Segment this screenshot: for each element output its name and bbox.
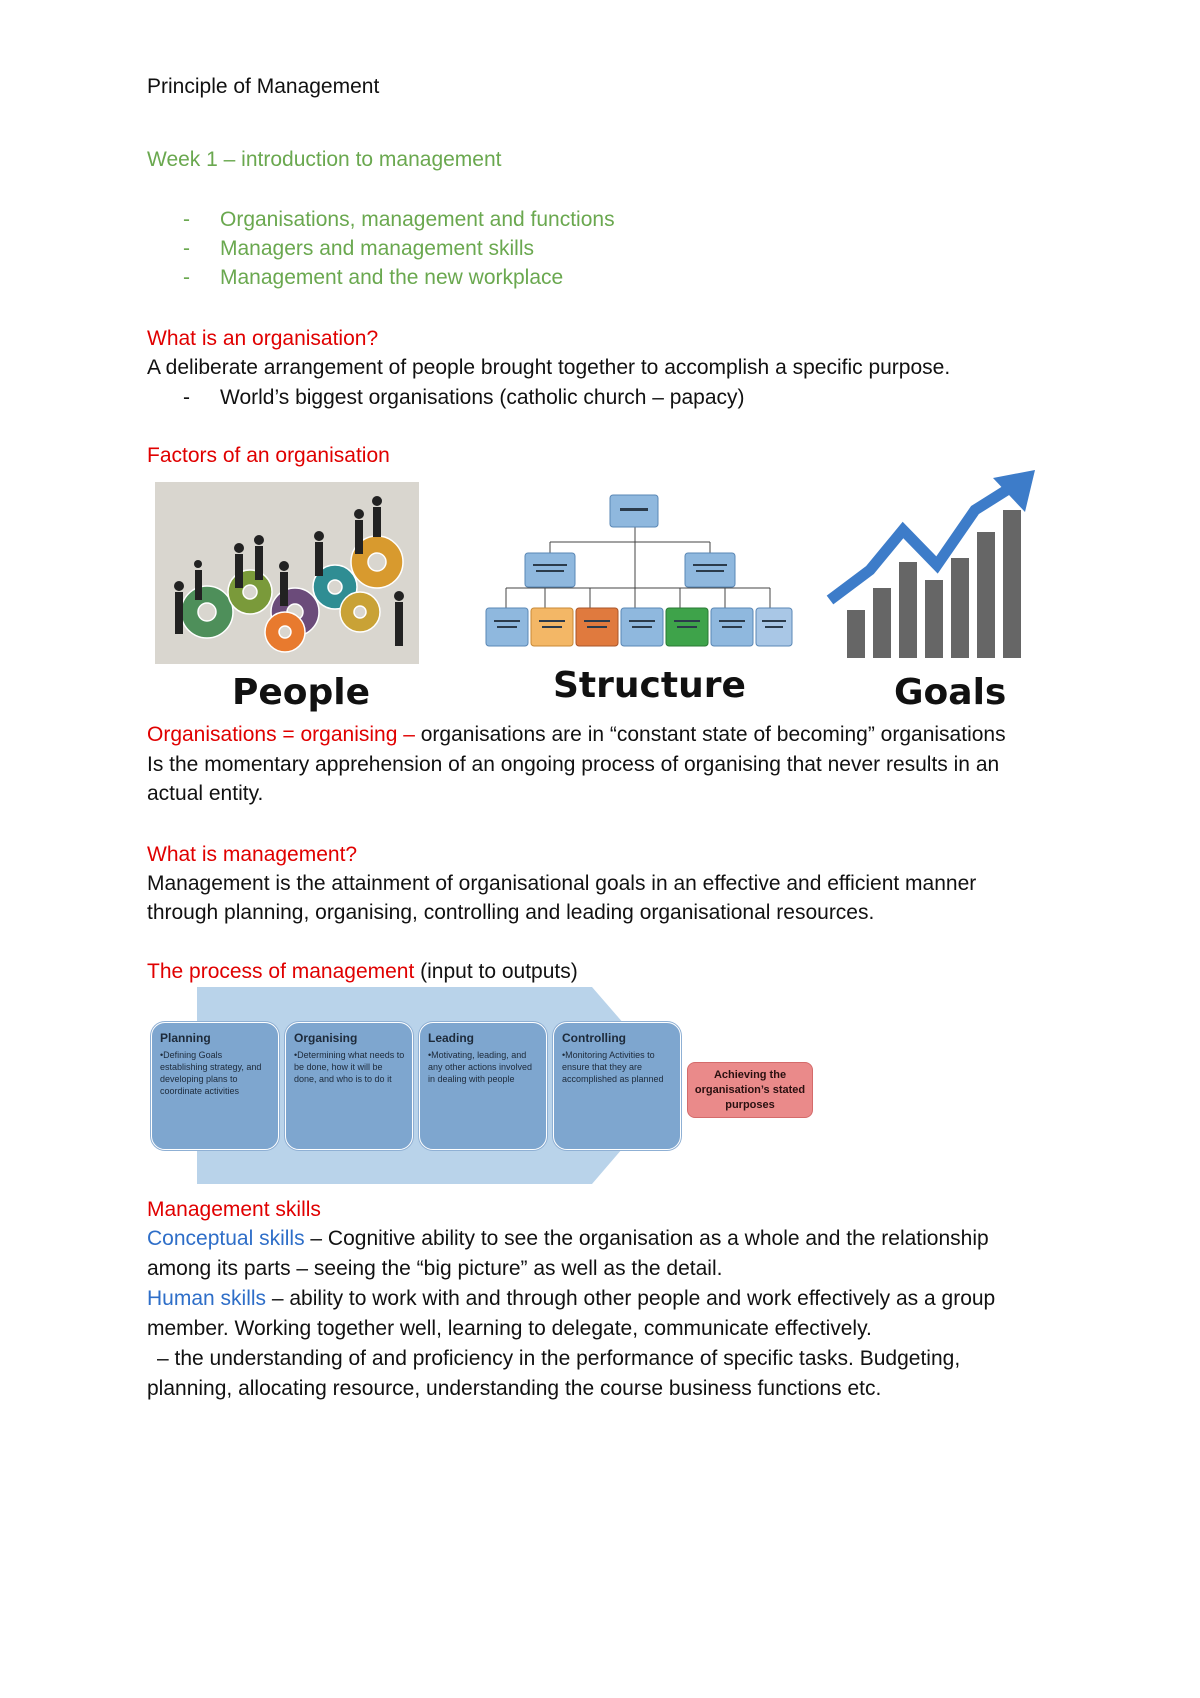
- conceptual-skills-line-1: Conceptual skills – Cognitive ability to see the organisation as a whole and the relationship: [147, 1227, 989, 1250]
- human-skills-line-1: Human skills – ability to work with and through other people and work effectively as a group: [147, 1287, 996, 1310]
- management-heading: What is management?: [147, 843, 358, 866]
- process-heading: The process of management (input to outputs): [147, 960, 578, 983]
- management-process-diagram: [147, 982, 827, 1192]
- caption-people: People: [232, 672, 371, 713]
- process-step-controlling: Controlling •Monitoring Activities to ensure that they are accomplished as planned: [553, 1022, 681, 1150]
- conceptual-skills-line-2: among its parts – seeing the “big picture” as well as the detail.: [147, 1257, 723, 1280]
- organising-line-2: Is the momentary apprehension of an ongoing process of organising that never results in an: [147, 753, 1000, 776]
- structure-org-chart: [480, 480, 800, 670]
- doc-title: Principle of Management: [147, 75, 380, 98]
- week-heading: Week 1 – introduction to management: [147, 148, 502, 171]
- caption-structure: Structure: [553, 665, 746, 706]
- document-page: Principle of Management Week 1 – introduction to management - Organisations, management and functions - Managers and management skills - Management and the new workplace What is an organisation? A deliberate arrangement of people brought together to accomplish a specific purpose. - World’s biggest organisations (catholic church – papacy) Factors of an organisation People Structure Goals Organisations = organising – organisations are in “constant state of becoming” organisations Is the momentary apprehension of an ongoing process of organising that never results in an actual entity. What is management? Management is the attainment of organisational goals in an effective and efficient manner through planning, organising, controlling and leading organisational resources. The process of management (input to outputs) Planning •Defining Goals establishing strategy, and developing plans to coordinate activities Organising •Determining what needs to be done, how it will be done, and who is to do it Leading •Motivating, leading, and any other actions involved in dealing with people Controlling •Monitoring Activities to ensure that they are accomplished as planned Achieving the organisation’s stated purposes Management skills Conceptual skills – Cognitive ability to see the organisation as a whole and the relationship among its parts – seeing the “big picture” as well as the detail. Human skills – ability to work with and through other people and work effectively as a group member. Working together well, learning to delegate, communicate effectively. – the understanding of and proficiency in the performance of specific tasks. Budgeting, planning, allocating resource, understanding the course business functions etc.: [0, 0, 1200, 1698]
- skills-heading: Management skills: [147, 1198, 321, 1221]
- factors-heading: Factors of an organisation: [147, 444, 390, 467]
- management-line-2: through planning, organising, controlling and leading organisational resources.: [147, 901, 875, 924]
- management-line-1: Management is the attainment of organisational goals in an effective and efficient manner: [147, 872, 977, 895]
- technical-skills-line-1: – the understanding of and proficiency in the performance of specific tasks. Budgeting,: [157, 1347, 961, 1370]
- technical-skills-line-2: planning, allocating resource, understanding the course business functions etc.: [147, 1377, 882, 1400]
- people-gears-image: [155, 482, 419, 664]
- org-heading: What is an organisation?: [147, 327, 379, 350]
- organising-line-1: Organisations = organising – organisations are in “constant state of becoming” organisations: [147, 723, 1006, 746]
- caption-goals: Goals: [894, 672, 1007, 713]
- process-outcome: Achieving the organisation’s stated purposes: [687, 1062, 813, 1118]
- process-step-organising: Organising •Determining what needs to be done, how it will be done, and who is to do it: [285, 1022, 413, 1150]
- process-step-leading: Leading •Motivating, leading, and any other actions involved in dealing with people: [419, 1022, 547, 1150]
- human-skills-line-2: member. Working together well, learning to delegate, communicate effectively.: [147, 1317, 872, 1340]
- org-definition: A deliberate arrangement of people brought together to accomplish a specific purpose.: [147, 356, 951, 379]
- process-step-planning: Planning •Defining Goals establishing strategy, and developing plans to coordinate activities: [151, 1022, 279, 1150]
- goals-growth-chart: [825, 470, 1035, 660]
- organising-line-3: actual entity.: [147, 782, 264, 805]
